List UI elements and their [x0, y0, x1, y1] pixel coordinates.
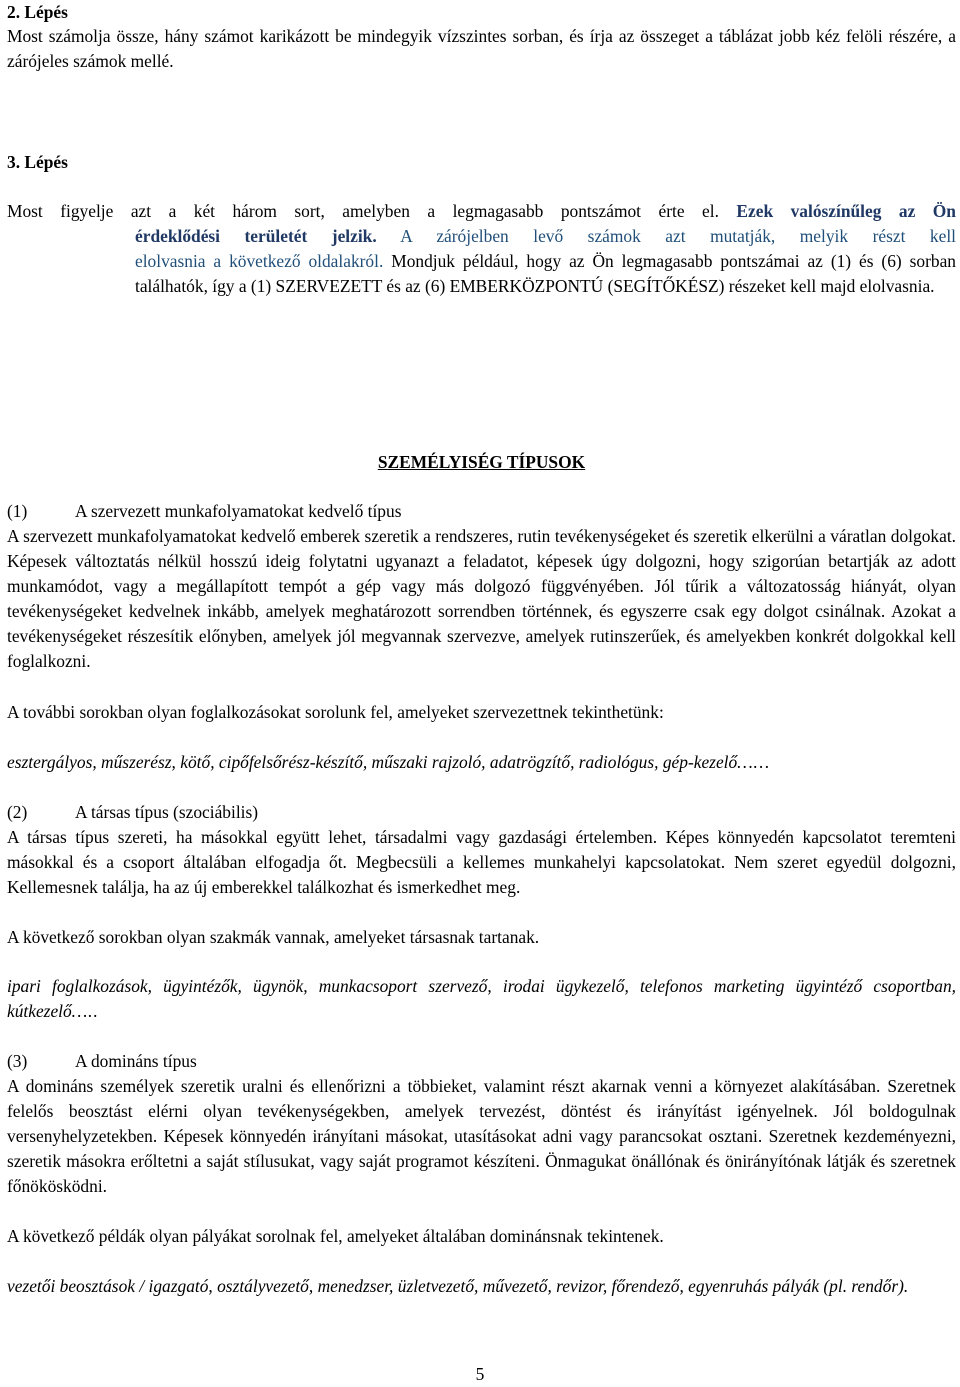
type2-examples-text: ipari foglalkozások, ügyintézők, ügynök, munkacsoport szervező, irodai ügykezelő, telefonos marketing ügyintéző csoportban, kútkezelő [7, 976, 956, 1021]
type2-examples [7, 974, 956, 1024]
type3-examples [7, 1274, 956, 1299]
type1-intro: A további sorokban olyan foglalkozásokat sorolunk fel, amelyeket szervezettnek tekinthetünk: [7, 702, 664, 722]
type1-examples-tail: …… [737, 752, 771, 772]
type1-examples-text: esztergályos, műszerész, kötő, cipőfelsőrész-készítő, műszaki rajzoló, adatrögzítő, radiológus, gép-kezelő [7, 752, 738, 772]
step3-line2-bold: érdeklődési területét jelzik. [135, 226, 377, 246]
step3-line1-text: Most figyelje azt a két három sort, amelyben a legmagasabb pontszámot érte el. [7, 201, 737, 221]
page-number: 5 [475, 1364, 485, 1384]
step3-line1 [7, 199, 956, 224]
step3-line2-blue: A zárójelben levő számok azt mutatják, melyik részt kell [376, 226, 956, 246]
type2-title: A társas típus (szociábilis) [75, 802, 259, 822]
type2-heading [7, 800, 956, 825]
step3-line3 [7, 249, 956, 299]
type2-intro: A következő sorokban olyan szakmák vannak, amelyeket társasnak tartanak. [7, 927, 540, 947]
step2-heading: 2. Lépés [7, 2, 68, 22]
type3-description: A domináns személyek szeretik uralni és ellenőrizni a többieket, valamint részt akarnak venni a környezet alakításában. Szeretnek felelős beosztást elérni olyan tevékenységekben, amelyek tervezést, döntést és irányítást igényelnek. Jól boldogulnak versenyhelyzetekben. Képesek könnyedén irányítani másokat, utasításokat adni vagy parancsokat osztani. Szeretnek kezdeményezni, szeretik másokra erőltetni a saját stílusukat, vagy saját programot készíteni. Önmagukat önállónak és önirányítónak látják és szeretnek főnökösködni. [7, 1076, 956, 1196]
type3-intro: A következő példák olyan pályákat sorolnak fel, amelyeket általában dominánsnak tekintenek. [7, 1226, 664, 1246]
type1-examples [7, 750, 956, 775]
step2-text: Most számolja össze, hány számot karikázott be mindegyik vízszintes sorban, és írja az összeget a táblázat jobb kéz felöli részére, a zárójeles számok mellé. [7, 26, 956, 71]
type2-description: A társas típus szereti, ha másokkal együtt lehet, társadalmi vagy gazdasági értelemben. Képes könnyedén kapcsolatot teremteni másokkal és a csoport általában elfogadja őt. Megbecsüli a kellemes munkahelyi kapcsolatokat. Nem szeret egyedül dolgozni, Kellemesnek találja, ha az új emberekkel találkozhat és ismerkedhet meg. [7, 827, 956, 897]
section-title: SZEMÉLYISÉG TÍPUSOK [377, 452, 586, 472]
type3-heading [7, 1049, 956, 1074]
step3-line2 [7, 224, 956, 249]
step3-line3-blue: elolvasnia a következő oldalakról. [135, 251, 384, 271]
type1-description: A szervezett munkafolyamatokat kedvelő emberek szeretik a rendszeres, rutin tevékenységeket és szeretik elkerülni a váratlan dolgokat. Képesek változtatás nélkül hosszú ideig folytatni ugyanazt a feladatot, képesek úgy dolgozni, hogy szigorúan betartják az adott munkamódot, vagy a megállapított tempót a gép vagy más dolgozó függvényében. Jól tűrik a változatosság hiányát, olyan tevékenységeket kedvelnek inkább, amelyek meghatározott sorrendben történnek, és egyszerre csak egy dolgot csinálnak. Azokat a tevékenységeket részesítik előnyben, amelyek jól megvannak szervezve, amelyek rutinszerűek, és amelyekben konkrét dolgokkal kell foglalkozni. [7, 526, 956, 671]
step3-heading: 3. Lépés [7, 152, 68, 172]
type1-title: A szervezett munkafolyamatokat kedvelő típus [75, 501, 402, 521]
type3-title: A domináns típus [75, 1051, 197, 1071]
type2-examples-tail: ….. [71, 1001, 99, 1021]
step3-line3-text: Mondjuk például, hogy az Ön legmagasabb pontszámai az (1) és (6) sorban találhatók, így a (1) SZERVEZETT és az (6) EMBERKÖZPONTÚ (SEGÍTŐKÉSZ) részeket kell majd elolvasnia. [135, 251, 956, 296]
type3-number: (3) [7, 1051, 28, 1071]
type3-examples-text: vezetői beosztások / igazgató, osztályvezető, menedzser, üzletvezető, művezető, revizor, főrendező, egyenruhás pályák (pl. rendőr). [7, 1276, 909, 1296]
type1-number: (1) [7, 501, 28, 521]
step3-line1-bold: Ezek valószínűleg az Ön [736, 201, 956, 221]
type1-heading [7, 499, 956, 524]
type2-number: (2) [7, 802, 28, 822]
